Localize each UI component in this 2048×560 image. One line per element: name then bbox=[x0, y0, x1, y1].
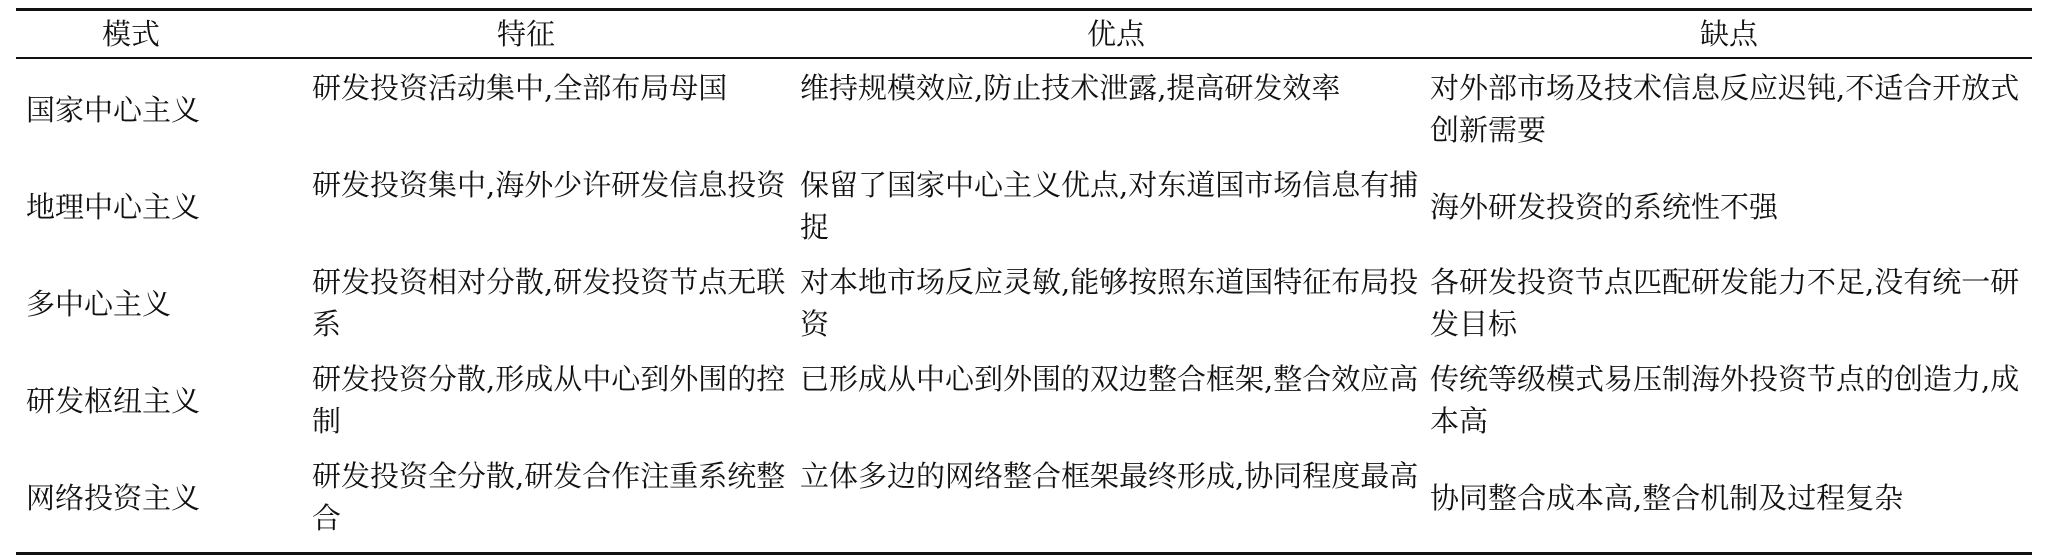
table-row bbox=[16, 158, 2032, 255]
mode-cell: 研发枢纽主义 bbox=[26, 383, 201, 418]
disadvantage-cell: 协同整合成本高,整合机制及过程复杂 bbox=[1430, 480, 1904, 515]
mode-cell: 网络投资主义 bbox=[26, 480, 201, 515]
header-advantage: 优点 bbox=[1086, 17, 1145, 51]
disadvantage-cell: 海外研发投资的系统性不强 bbox=[1430, 189, 1779, 224]
table-row bbox=[16, 255, 2032, 352]
table-row bbox=[16, 61, 2032, 158]
feature-cell: 研发投资活动集中,全部布局母国 bbox=[312, 71, 728, 105]
header-mode: 模式 bbox=[101, 17, 160, 51]
table-row bbox=[16, 352, 2032, 449]
advantage-cell: 立体多边的网络整合框架最终形成,协同程度最高 bbox=[800, 459, 1419, 493]
feature-cell: 研发投资全分散,研发合作注重系统整合 bbox=[312, 459, 786, 535]
feature-cell: 研发投资分散,形成从中心到外围的控制 bbox=[312, 362, 786, 438]
mode-cell: 国家中心主义 bbox=[26, 92, 201, 127]
table-row bbox=[16, 449, 2032, 546]
advantage-cell: 已形成从中心到外围的双边整合框架,整合效应高 bbox=[800, 362, 1419, 396]
disadvantage-cell: 各研发投资节点匹配研发能力不足,没有统一研发目标 bbox=[1430, 265, 2020, 341]
comparison-table bbox=[16, 8, 2032, 555]
table-header-row bbox=[16, 11, 2032, 59]
feature-cell: 研发投资相对分散,研发投资节点无联系 bbox=[312, 265, 786, 341]
disadvantage-cell: 对外部市场及技术信息反应迟钝,不适合开放式创新需要 bbox=[1430, 71, 2020, 147]
header-disadvantage: 缺点 bbox=[1699, 17, 1758, 51]
advantage-cell: 对本地市场反应灵敏,能够按照东道国特征布局投资 bbox=[800, 265, 1419, 341]
disadvantage-cell: 传统等级模式易压制海外投资节点的创造力,成本高 bbox=[1430, 362, 2020, 438]
mode-cell: 地理中心主义 bbox=[26, 189, 201, 224]
header-feature: 特征 bbox=[496, 17, 555, 51]
advantage-cell: 维持规模效应,防止技术泄露,提高研发效率 bbox=[800, 71, 1341, 105]
mode-cell: 多中心主义 bbox=[26, 286, 172, 321]
advantage-cell: 保留了国家中心主义优点,对东道国市场信息有捕捉 bbox=[800, 168, 1419, 244]
feature-cell: 研发投资集中,海外少许研发信息投资 bbox=[312, 168, 786, 202]
